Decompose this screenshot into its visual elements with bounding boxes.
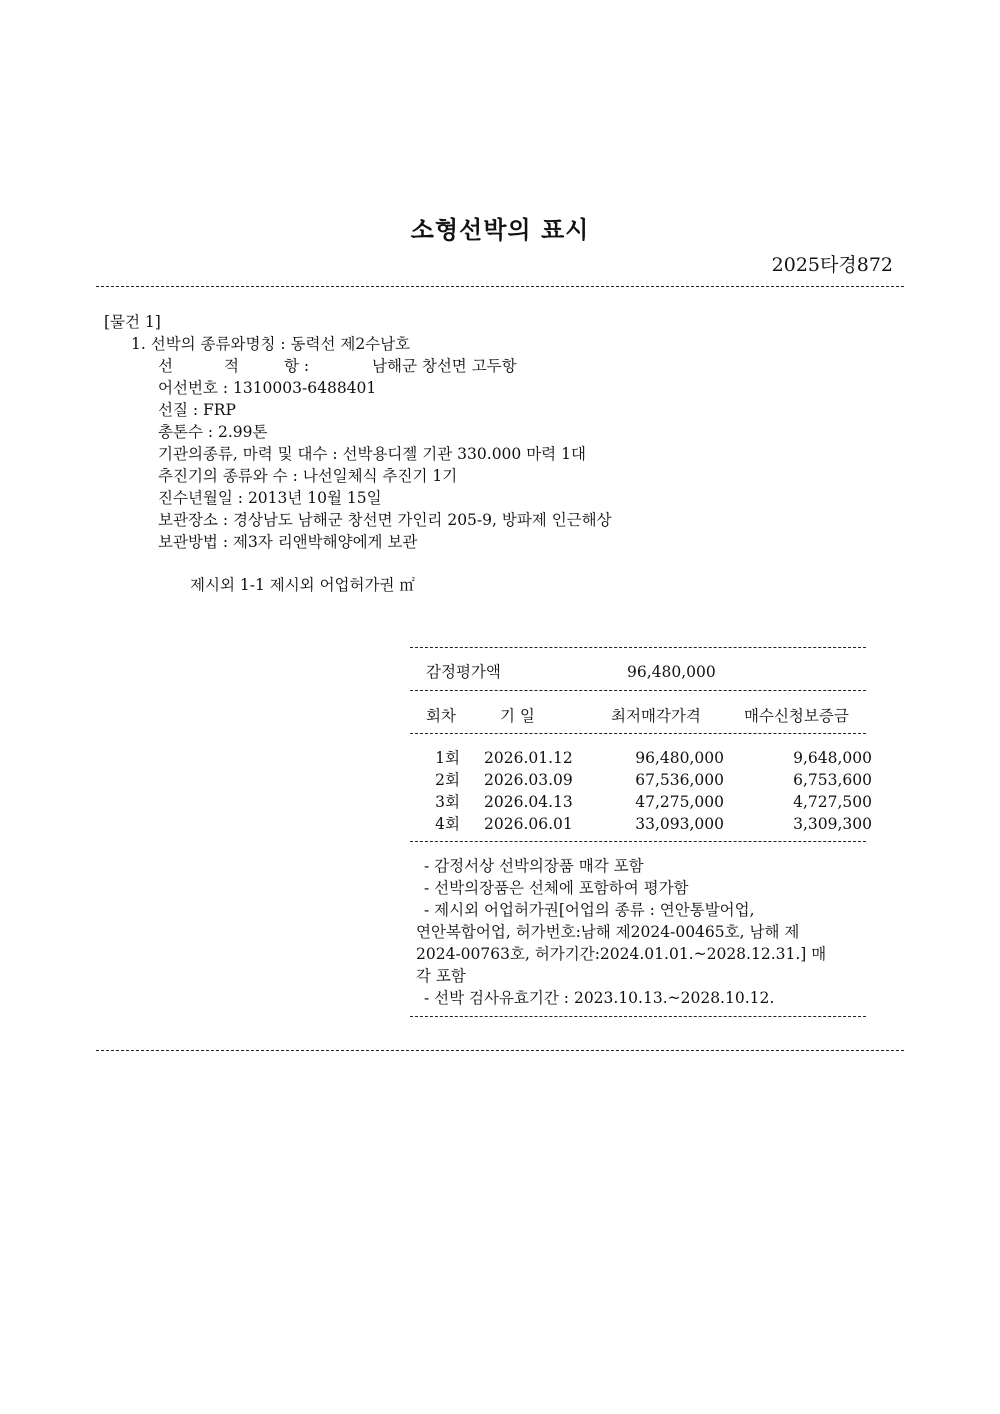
ship-type-name: 1. 선박의 종류와명칭 : 동력선 제2수남호 <box>131 335 411 353</box>
excluded-item: 제시외 1-1 제시외 어업허가권 ㎡ <box>190 576 415 594</box>
divider-bottom <box>96 1050 904 1051</box>
table-row-round: 1회 <box>435 749 460 767</box>
note-line: - 감정서상 선박의장품 매각 포함 <box>424 857 644 875</box>
table-row-date: 2026.01.12 <box>484 749 573 767</box>
note-line: - 선박 검사유효기간 : 2023.10.13.~2028.10.12. <box>424 989 775 1007</box>
port-label-3: 항 : <box>284 357 310 375</box>
appraisal-label: 감정평가액 <box>426 663 501 681</box>
table-row-deposit: 4,727,500 <box>793 793 872 811</box>
table-row-round: 4회 <box>435 815 460 833</box>
table-row-round: 3회 <box>435 793 460 811</box>
table-row-deposit: 6,753,600 <box>793 771 872 789</box>
note-line: 연안복합어업, 허가번호:남해 제2024-00465호, 남해 제 <box>416 923 800 941</box>
appraisal-value: 96,480,000 <box>627 663 716 681</box>
engine-info: 기관의종류, 마력 및 대수 : 선박용디젤 기관 330.000 마력 1대 <box>158 445 586 463</box>
table-row-deposit: 9,648,000 <box>793 749 872 767</box>
gross-tonnage: 총톤수 : 2.99톤 <box>158 423 268 441</box>
table-row-min-price: 47,275,000 <box>635 793 724 811</box>
storage-place: 보관장소 : 경상남도 남해군 창선면 가인리 205-9, 방파제 인근해상 <box>158 511 612 529</box>
port-value: 남해군 창선면 고두항 <box>372 357 517 375</box>
port-label-2: 적 <box>224 357 239 375</box>
propeller-info: 추진기의 종류와 수 : 나선일체식 추진기 1기 <box>158 467 458 485</box>
note-line: - 제시외 어업허가권[어업의 종류 : 연안통발어업, <box>424 901 755 919</box>
box-divider <box>410 647 866 648</box>
item-label: [물건 1] <box>104 313 161 331</box>
box-divider <box>410 1016 866 1017</box>
storage-method: 보관방법 : 제3자 리앤박해양에게 보관 <box>158 533 418 551</box>
table-row-deposit: 3,309,300 <box>793 815 872 833</box>
note-line: - 선박의장품은 선체에 포함하여 평가함 <box>424 879 689 897</box>
schedule-header-deposit: 매수신청보증금 <box>744 707 849 725</box>
launch-date: 진수년월일 : 2013년 10월 15일 <box>158 489 382 507</box>
case-number: 2025타경872 <box>771 254 893 276</box>
fishing-number: 어선번호 : 1310003-6488401 <box>158 379 377 397</box>
box-divider <box>410 733 866 734</box>
hull-material: 선질 : FRP <box>158 401 236 419</box>
box-divider <box>410 690 866 691</box>
page-title: 소형선박의 표시 <box>410 215 590 244</box>
note-line: 2024-00763호, 허가기간:2024.01.01.~2028.12.31.] 매 <box>416 945 827 963</box>
schedule-header-date: 기 일 <box>500 707 535 725</box>
table-row-date: 2026.04.13 <box>484 793 573 811</box>
port-label-1: 선 <box>158 357 173 375</box>
schedule-header-min-price: 최저매각가격 <box>611 707 701 725</box>
table-row-date: 2026.06.01 <box>484 815 573 833</box>
box-divider <box>410 841 866 842</box>
divider-top <box>96 286 904 287</box>
schedule-header-round: 회차 <box>426 707 456 725</box>
table-row-min-price: 96,480,000 <box>635 749 724 767</box>
note-line: 각 포함 <box>416 967 466 985</box>
table-row-min-price: 67,536,000 <box>635 771 724 789</box>
table-row-round: 2회 <box>435 771 460 789</box>
table-row-date: 2026.03.09 <box>484 771 573 789</box>
table-row-min-price: 33,093,000 <box>635 815 724 833</box>
